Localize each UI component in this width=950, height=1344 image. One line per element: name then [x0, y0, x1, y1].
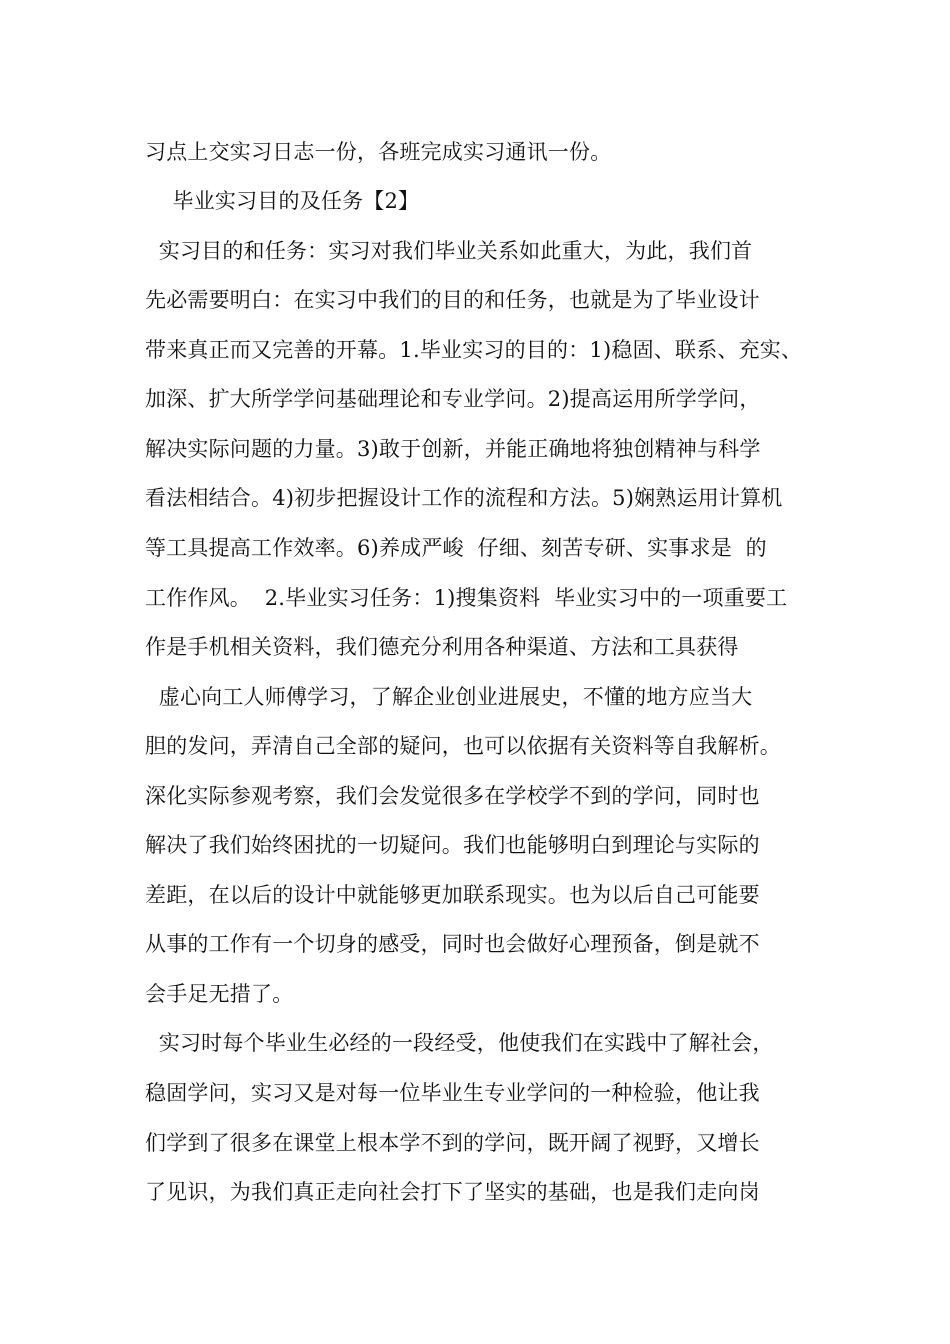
- text-line: 深化实际参观考察，我们会发觉很多在学校学不到的学问，同时也: [145, 784, 760, 808]
- text-line: 们学到了很多在课堂上根本学不到的学问，既开阔了视野，又增长: [145, 1131, 760, 1155]
- text-line: 等工具提高工作效率。6)养成严峻 仔细、刻苦专研、实事求是 的: [145, 536, 767, 560]
- text-line: 解决实际问题的力量。3)敢于创新，并能正确地将独创精神与科学: [145, 437, 761, 461]
- text-line: 带来真正而又完善的开幕。1.毕业实习的目的：1)稳固、联系、充实、: [145, 338, 803, 362]
- section-heading: 毕业实习目的及任务【2】: [145, 189, 420, 213]
- text-line: 稳固学问，实习又是对每一位毕业生专业学问的一种检验，他让我: [145, 1081, 760, 1105]
- text-line: 从事的工作有一个切身的感受，同时也会做好心理预备，倒是就不: [145, 932, 760, 956]
- text-line: 看法相结合。4)初步把握设计工作的流程和方法。5)娴熟运用计算机: [145, 486, 783, 510]
- text-line: 虚心向工人师傅学习，了解企业创业进展史，不懂的地方应当大: [145, 685, 753, 709]
- text-line: 胆的发问，弄清自己全部的疑问，也可以依据有关资料等自我解析。: [145, 734, 781, 758]
- text-line: 工作作风。 2.毕业实习任务：1)搜集资料 毕业实习中的一项重要工: [145, 586, 788, 610]
- text-line: 实习目的和任务：实习对我们毕业关系如此重大，为此，我们首: [145, 239, 753, 263]
- text-line: 作是手机相关资料，我们德充分利用各种渠道、方法和工具获得: [145, 635, 739, 659]
- text-line: 会手足无措了。: [145, 982, 294, 1006]
- text-line: 差距，在以后的设计中就能够更加联系现实。也为以后自己可能要: [145, 883, 760, 907]
- text-line: 习点上交实习日志一份，各班完成实习通讯一份。: [145, 140, 612, 164]
- text-line: 解决了我们始终困扰的一切疑问。我们也能够明白到理论与实际的: [145, 833, 760, 857]
- text-line: 先必需要明白：在实习中我们的目的和任务，也就是为了毕业设计: [145, 288, 760, 312]
- text-line: 加深、扩大所学学问基础理论和专业学问。2)提高运用所学学问，: [145, 387, 761, 411]
- text-line: 了见识，为我们真正走向社会打下了坚实的基础，也是我们走向岗: [145, 1180, 760, 1204]
- text-line: 实习时每个毕业生必经的一段经受，他使我们在实践中了解社会，: [145, 1031, 774, 1055]
